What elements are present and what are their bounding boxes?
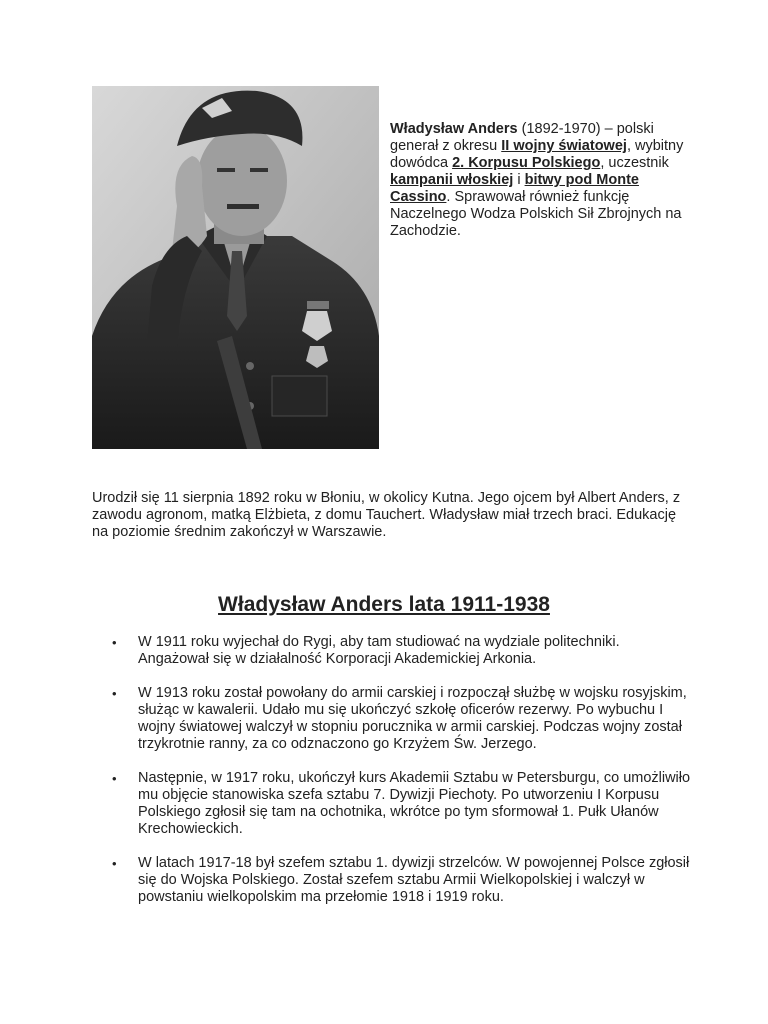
- list-item: [112, 855, 692, 906]
- link-italian-campaign[interactable]: kampanii włoskiej: [390, 172, 514, 188]
- list-item-text: Następnie, w 1917 roku, ukończył kurs Akademii Sztabu w Petersburgu, co umożliwiło mu objęcie stanowiska szefa sztabu 7. Dywizji Piechoty. Po utworzeniu I Korpusu Polskiego zgłosił się tam na ochotnika, wkrótce po tym sformował 1. Pułk Ułanów Krechowieckich.: [138, 770, 691, 837]
- intro-text-1: (1892-1970) – polski generał z okresu: [390, 121, 654, 154]
- person-name: Władysław Anders: [390, 121, 518, 137]
- link-battle-monte-cassino[interactable]: bitwy pod Monte Cassino: [390, 172, 639, 205]
- bullet-icon: •: [112, 686, 117, 701]
- bio-paragraph: Urodził się 11 sierpnia 1892 roku w Błoniu, w okolicy Kutna. Jego ojcem był Albert Anders, z zawodu agronom, matką Elżbieta, z domu Tauchert. Władysław miał trzech braci. Edukację na poziomie średnim zakończył w Warszawie.: [92, 490, 681, 540]
- intro-paragraph: [390, 121, 685, 240]
- intro-text-3: , uczestnik: [600, 155, 669, 171]
- intro-text-2: , wybitny dowódca: [390, 138, 684, 171]
- list-item: [112, 770, 692, 838]
- bullet-icon: •: [112, 635, 117, 650]
- list-item: [112, 685, 692, 753]
- bullet-icon: •: [112, 856, 117, 871]
- portrait-photo: [92, 86, 379, 449]
- list-item: [112, 634, 692, 668]
- intro-text-5: . Sprawował również funkcję Naczelnego Wodza Polskich Sił Zbrojnych na Zachodzie.: [390, 189, 682, 239]
- bullet-icon: •: [112, 771, 117, 786]
- list-item-text: W 1913 roku został powołany do armii carskiej i rozpoczął służbę w wojsku rosyjskim, służąc w kawalerii. Udało mu się ukończyć szkołę oficerów rezerwy. Po wybuchu I wojny światowej walczył w stopniu porucznika w armii carskiej. Podczas wojny został trzykrotnie ranny, za co odznaczono go Krzyżem Św. Jerzego.: [138, 685, 687, 752]
- link-ii-world-war[interactable]: II wojny światowej: [501, 138, 627, 154]
- timeline-list: [112, 634, 692, 923]
- portrait-illustration: [92, 86, 379, 449]
- intro-text-4: i: [513, 172, 525, 188]
- list-item-text: W latach 1917-18 był szefem sztabu 1. dywizji strzelców. W powojennej Polsce zgłosił się do Wojska Polskiego. Został szefem sztabu Armii Wielkopolskiej i walczył w powstaniu wielkopolskim ma przełomie 1918 i 1919 roku.: [138, 855, 690, 905]
- list-item-text: W 1911 roku wyjechał do Rygi, aby tam studiować na wydziale politechniki. Angażował się w działalność Korporacji Akademickiej Arkonia.: [138, 634, 620, 667]
- link-2-polish-corps[interactable]: 2. Korpusu Polskiego: [452, 155, 601, 171]
- section-heading: Władysław Anders lata 1911-1938: [218, 593, 550, 616]
